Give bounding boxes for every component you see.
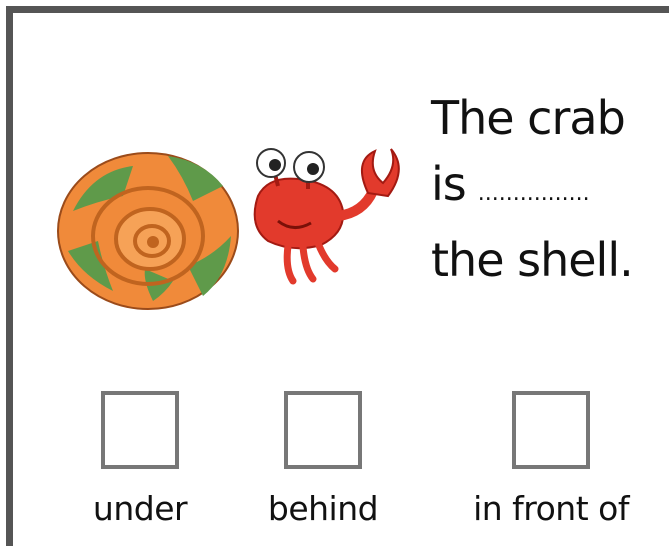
option-in-front-of[interactable] [441,391,661,528]
worksheet-card [6,6,669,546]
option-label-under: under [92,489,188,528]
checkbox-under[interactable] [101,391,179,469]
sentence-line-1: The crab [431,91,625,145]
spiral-shell-icon [58,153,238,309]
sentence-line-2 [431,151,669,227]
option-label-in-front-of: in front of [473,489,629,528]
answer-blank: ................ [477,181,590,206]
question-sentence [431,85,669,293]
option-under[interactable] [75,391,205,528]
sentence-line-3: the shell. [431,233,633,287]
checkbox-behind[interactable] [284,391,362,469]
option-behind[interactable] [258,391,388,528]
crab-icon [255,149,399,281]
hermit-crab-illustration [53,141,403,311]
sentence-word-is: is [431,157,466,211]
checkbox-in-front-of[interactable] [512,391,590,469]
option-label-behind: behind [267,489,379,528]
